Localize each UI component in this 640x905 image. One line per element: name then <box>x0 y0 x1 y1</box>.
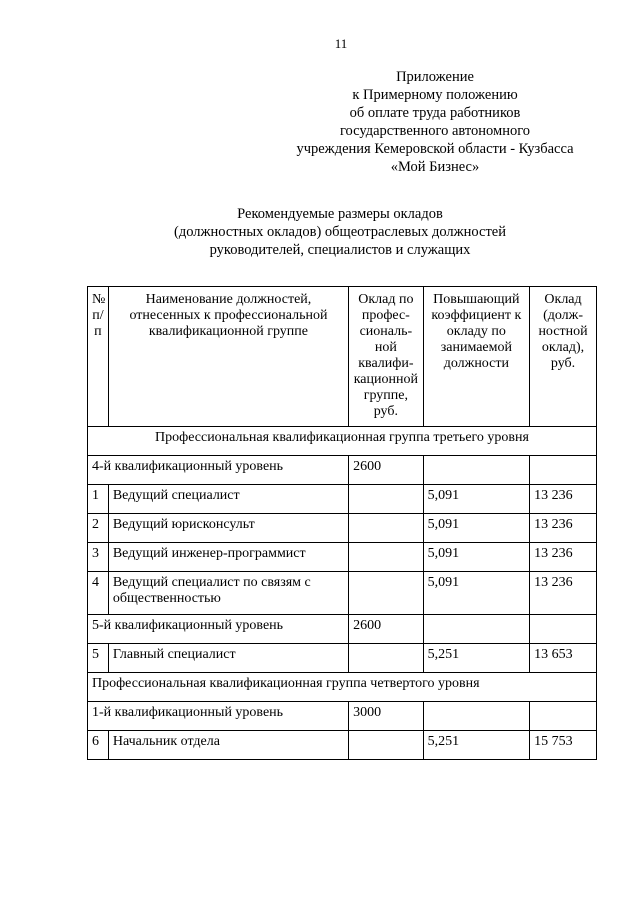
table-row <box>88 572 597 615</box>
row-num: 5 <box>88 644 109 673</box>
row-num: 4 <box>88 572 109 615</box>
row-result: 13 236 <box>530 572 597 615</box>
level-row <box>88 702 597 731</box>
title-line: (должностных окладов) общеотраслевых должностей <box>173 224 507 240</box>
row-coefficient: 5,091 <box>423 514 529 543</box>
section-row <box>88 673 597 702</box>
row-coefficient: 5,091 <box>423 485 529 514</box>
row-coefficient: 5,091 <box>423 572 529 615</box>
row-name: Главный специалист <box>108 644 348 673</box>
level-row <box>88 456 597 485</box>
title-line: руководителей, специалистов и служащих <box>209 242 471 258</box>
row-name: Начальник отдела <box>108 731 348 760</box>
document-title <box>110 205 570 259</box>
annex-header <box>270 68 600 176</box>
level-salary: 2600 <box>349 615 424 644</box>
row-result: 13 236 <box>530 514 597 543</box>
row-name: Ведущий инженер-программист <box>108 543 348 572</box>
annex-line: Приложение <box>396 69 474 85</box>
row-num: 1 <box>88 485 109 514</box>
header-salary: Оклад по профес- сиональ- ной квалифи- кационной группе, руб. <box>349 287 424 427</box>
section-row <box>88 427 597 456</box>
level-label: 1-й квалификационный уровень <box>88 702 349 731</box>
section-title: Профессиональная квалификационная группа четвертого уровня <box>88 673 597 702</box>
row-coefficient: 5,251 <box>423 644 529 673</box>
annex-line: «Мой Бизнес» <box>390 159 480 175</box>
table-row <box>88 644 597 673</box>
row-num: 2 <box>88 514 109 543</box>
annex-line: об оплате труда работников <box>349 105 521 121</box>
row-num: 3 <box>88 543 109 572</box>
table-row <box>88 514 597 543</box>
row-result: 13 236 <box>530 543 597 572</box>
row-result: 13 236 <box>530 485 597 514</box>
level-salary: 3000 <box>349 702 424 731</box>
row-coefficient: 5,251 <box>423 731 529 760</box>
table-row <box>88 485 597 514</box>
page-number: 11 <box>334 36 348 51</box>
level-label: 5-й квалификационный уровень <box>88 615 349 644</box>
annex-line: к Примерному положению <box>352 87 518 103</box>
level-label: 4-й квалификационный уровень <box>88 456 349 485</box>
level-salary: 2600 <box>349 456 424 485</box>
table-row <box>88 543 597 572</box>
header-result-salary: Оклад (долж- ностной оклад), руб. <box>530 287 597 427</box>
row-num: 6 <box>88 731 109 760</box>
annex-line: государственного автономного <box>339 123 531 139</box>
annex-line: учреждения Кемеровской области - Кузбасса <box>296 141 574 157</box>
header-coefficient: Повышающий коэффициент к окладу по занимаемой должности <box>423 287 529 427</box>
header-num: № п/п <box>88 287 109 427</box>
table-row <box>88 731 597 760</box>
header-name: Наименование должностей, отнесенных к профессиональной квалификационной группе <box>108 287 348 427</box>
salary-table <box>87 286 597 760</box>
level-row <box>88 615 597 644</box>
row-name: Ведущий специалист по связям с общественностью <box>108 572 348 615</box>
table-header-row <box>88 287 597 427</box>
title-line: Рекомендуемые размеры окладов <box>237 206 443 222</box>
row-result: 15 753 <box>530 731 597 760</box>
row-result: 13 653 <box>530 644 597 673</box>
row-name: Ведущий специалист <box>108 485 348 514</box>
section-title: Профессиональная квалификационная группа третьего уровня <box>88 427 597 456</box>
row-coefficient: 5,091 <box>423 543 529 572</box>
row-name: Ведущий юрисконсульт <box>108 514 348 543</box>
